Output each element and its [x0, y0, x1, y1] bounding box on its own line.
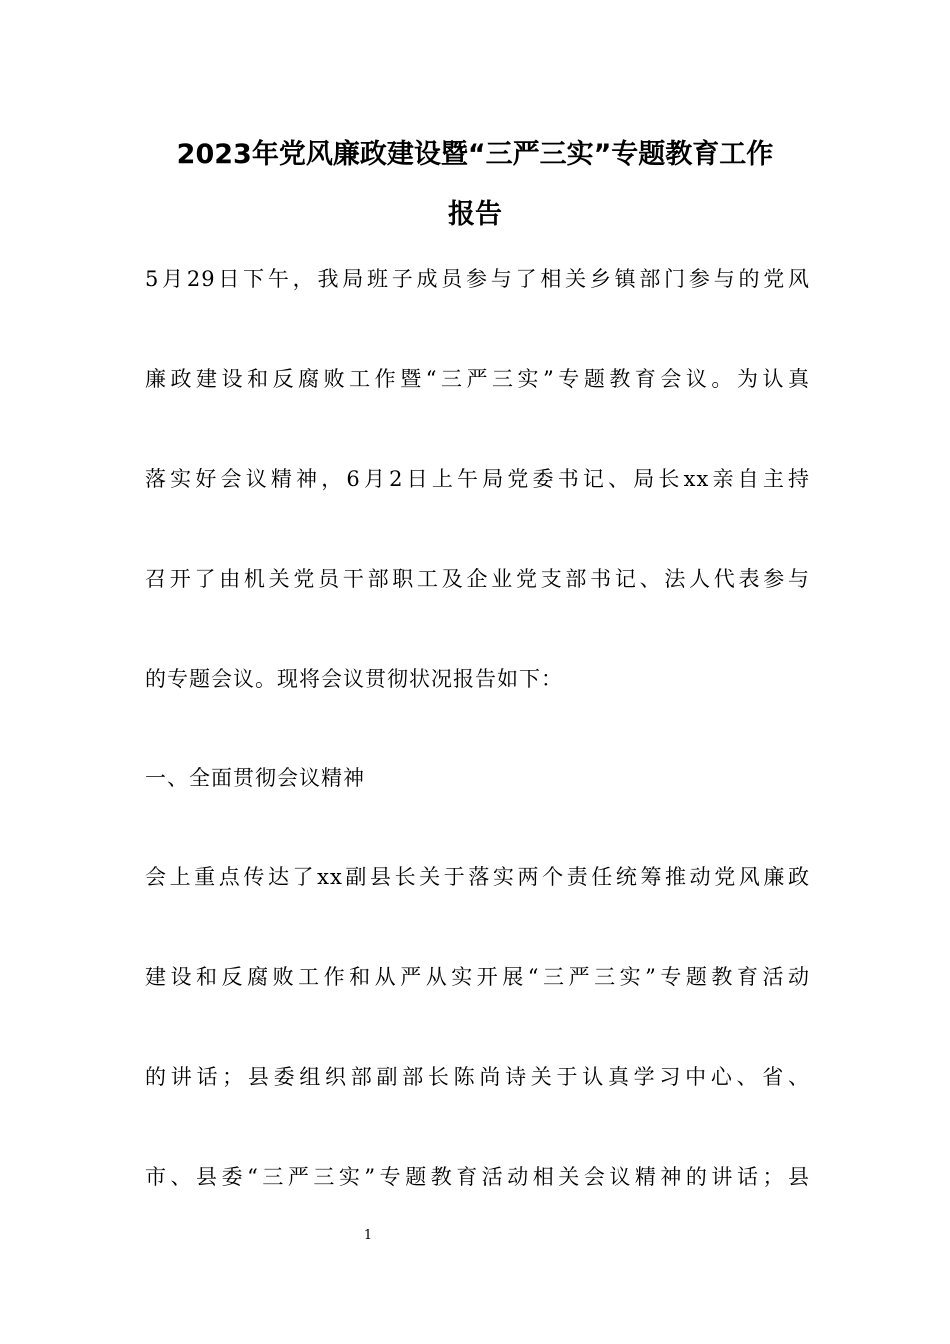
body-line-8: 建设和反腐败工作和从严从实开展“三严三实”专题教育活动	[145, 965, 810, 989]
body-line-3: 落实好会议精神，6月2日上午局党委书记、局长xx亲自主持	[145, 467, 810, 491]
body-line-7: 会上重点传达了xx副县长关于落实两个责任统筹推动党风廉政	[145, 865, 810, 889]
body-line-5: 的专题会议。现将会议贯彻状况报告如下：	[145, 667, 563, 691]
body-line-4: 召开了由机关党员干部职工及企业党支部书记、法人代表参与	[145, 567, 810, 591]
section-heading-1: 一、全面贯彻会议精神	[145, 766, 365, 790]
body-line-2: 廉政建设和反腐败工作暨“三严三实”专题教育会议。为认真	[145, 367, 810, 391]
page-number: 1	[363, 1228, 373, 1243]
body-line-10: 市、县委“三严三实”专题教育活动相关会议精神的讲话；县	[145, 1165, 810, 1189]
document-title-line-2: 报告	[448, 199, 502, 230]
body-line-1: 5月29日下午，我局班子成员参与了相关乡镇部门参与的党风	[145, 267, 810, 291]
document-title-line-1: 2023年党风廉政建设暨“三严三实”专题教育工作	[176, 139, 774, 170]
body-line-9: 的讲话；县委组织部副部长陈尚诗关于认真学习中心、省、	[145, 1065, 810, 1089]
